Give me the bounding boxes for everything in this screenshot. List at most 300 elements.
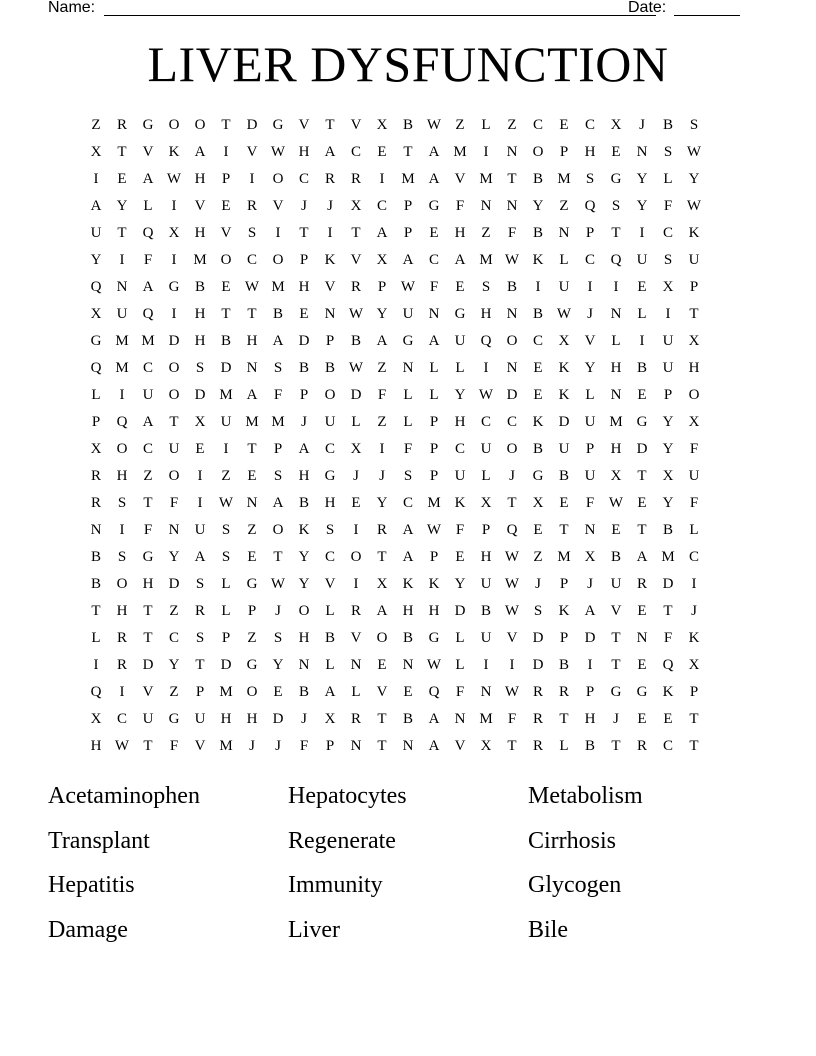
grid-letter: A xyxy=(376,333,388,349)
grid-letter: D xyxy=(558,414,570,430)
grid-letter: V xyxy=(324,576,336,592)
grid-letter: X xyxy=(324,711,336,727)
grid-letter: W xyxy=(504,576,520,592)
grid-letter: Y xyxy=(168,549,180,565)
grid-letter: T xyxy=(403,144,413,160)
grid-letter: E xyxy=(117,171,127,187)
grid-letter: T xyxy=(221,117,231,133)
grid-letter: R xyxy=(116,117,127,133)
grid-letter: K xyxy=(532,414,544,430)
grid-row xyxy=(83,328,733,355)
grid-letter: A xyxy=(402,252,414,268)
grid-letter: V xyxy=(350,117,362,133)
grid-letter: M xyxy=(245,414,259,430)
grid-letter: W xyxy=(400,279,416,295)
grid-letter: I xyxy=(353,576,359,592)
grid-letter: Y xyxy=(116,198,128,214)
grid-row xyxy=(83,355,733,382)
grid-letter: Y xyxy=(454,576,466,592)
word-list-item: Regenerate xyxy=(288,827,396,854)
grid-letter: U xyxy=(220,414,232,430)
grid-letter: T xyxy=(637,468,647,484)
grid-row xyxy=(83,625,733,652)
grid-letter: W xyxy=(686,198,702,214)
grid-letter: A xyxy=(428,144,440,160)
grid-letter: F xyxy=(169,738,179,754)
grid-letter: S xyxy=(221,522,231,538)
page-title: LIVER DYSFUNCTION xyxy=(147,36,669,92)
grid-letter: J xyxy=(613,711,619,727)
grid-letter: T xyxy=(507,495,517,511)
grid-letter: F xyxy=(689,441,699,457)
grid-letter: F xyxy=(143,522,153,538)
grid-letter: L xyxy=(611,333,621,349)
grid-letter: N xyxy=(506,198,518,214)
grid-letter: M xyxy=(219,387,233,403)
grid-letter: T xyxy=(325,117,335,133)
grid-letter: W xyxy=(348,306,364,322)
grid-letter: Y xyxy=(168,657,180,673)
grid-letter: L xyxy=(403,387,413,403)
grid-letter: Z xyxy=(377,414,387,430)
grid-letter: U xyxy=(454,333,466,349)
grid-letter: H xyxy=(480,549,492,565)
grid-letter: Q xyxy=(506,522,518,538)
word-list-item: Cirrhosis xyxy=(528,827,617,854)
grid-letter: T xyxy=(663,603,673,619)
grid-letter: T xyxy=(637,522,647,538)
grid-letter: M xyxy=(479,252,493,268)
grid-letter: X xyxy=(376,117,388,133)
grid-letter: N xyxy=(480,684,492,700)
grid-letter: W xyxy=(426,522,442,538)
grid-letter: W xyxy=(504,684,520,700)
grid-letter: G xyxy=(90,333,102,349)
grid-letter: T xyxy=(169,414,179,430)
grid-letter: C xyxy=(142,441,153,457)
grid-letter: W xyxy=(348,360,364,376)
grid-letter: J xyxy=(301,414,307,430)
grid-row xyxy=(83,679,733,706)
grid-letter: E xyxy=(611,522,621,538)
grid-letter: T xyxy=(507,738,517,754)
grid-letter: E xyxy=(559,495,569,511)
grid-letter: G xyxy=(428,630,440,646)
grid-letter: U xyxy=(168,441,180,457)
grid-letter: A xyxy=(428,711,440,727)
grid-letter: O xyxy=(506,441,518,457)
grid-letter: B xyxy=(324,630,335,646)
grid-letter: C xyxy=(376,198,387,214)
grid-letter: Y xyxy=(272,657,284,673)
grid-letter: H xyxy=(480,306,492,322)
grid-letter: P xyxy=(299,252,309,268)
grid-letter: I xyxy=(119,684,125,700)
grid-letter: O xyxy=(168,117,180,133)
grid-letter: U xyxy=(636,252,648,268)
grid-letter: D xyxy=(246,117,258,133)
grid-letter: V xyxy=(506,630,518,646)
date-label: Date: xyxy=(628,0,667,16)
grid-letter: M xyxy=(271,414,285,430)
grid-letter: N xyxy=(246,495,258,511)
grid-letter: S xyxy=(221,549,231,565)
grid-letter: L xyxy=(351,684,361,700)
grid-letter: H xyxy=(246,711,258,727)
grid-letter: C xyxy=(506,414,517,430)
grid-letter: V xyxy=(194,198,206,214)
grid-letter: B xyxy=(350,333,361,349)
grid-letter: P xyxy=(377,279,387,295)
grid-letter: E xyxy=(403,684,413,700)
grid-row xyxy=(83,139,733,166)
grid-letter: J xyxy=(691,603,697,619)
grid-letter: L xyxy=(351,414,361,430)
grid-letter: T xyxy=(689,306,699,322)
grid-letter: B xyxy=(532,171,543,187)
grid-letter: H xyxy=(116,603,128,619)
grid-letter: I xyxy=(483,657,489,673)
grid-letter: L xyxy=(429,360,439,376)
grid-letter: E xyxy=(637,657,647,673)
grid-letter: Q xyxy=(584,198,596,214)
grid-letter: O xyxy=(168,387,180,403)
grid-letter: I xyxy=(639,225,645,241)
grid-letter: H xyxy=(298,468,310,484)
grid-letter: M xyxy=(219,684,233,700)
grid-letter: T xyxy=(299,225,309,241)
grid-letter: I xyxy=(171,198,177,214)
grid-letter: A xyxy=(402,549,414,565)
grid-row xyxy=(83,436,733,463)
grid-letter: N xyxy=(90,522,102,538)
grid-letter: C xyxy=(324,549,335,565)
grid-letter: B xyxy=(272,306,283,322)
grid-letter: B xyxy=(90,549,101,565)
grid-letter: U xyxy=(194,711,206,727)
grid-letter: U xyxy=(688,252,700,268)
grid-letter: H xyxy=(688,360,700,376)
grid-letter: I xyxy=(587,279,593,295)
grid-letter: B xyxy=(506,279,517,295)
grid-letter: G xyxy=(610,684,622,700)
grid-letter: U xyxy=(610,576,622,592)
grid-letter: W xyxy=(556,306,572,322)
grid-letter: T xyxy=(689,738,699,754)
grid-letter: N xyxy=(402,657,414,673)
grid-letter: U xyxy=(194,522,206,538)
grid-letter: W xyxy=(504,603,520,619)
grid-letter: E xyxy=(377,657,387,673)
grid-letter: C xyxy=(246,252,257,268)
grid-letter: G xyxy=(246,576,258,592)
grid-letter: O xyxy=(168,360,180,376)
grid-letter: F xyxy=(143,252,153,268)
grid-letter: P xyxy=(481,522,491,538)
grid-letter: X xyxy=(168,225,180,241)
grid-letter: S xyxy=(611,198,621,214)
grid-letter: N xyxy=(636,630,648,646)
grid-letter: E xyxy=(221,198,231,214)
grid-letter: H xyxy=(402,603,414,619)
grid-letter: K xyxy=(532,252,544,268)
grid-letter: V xyxy=(454,171,466,187)
grid-letter: C xyxy=(324,441,335,457)
grid-letter: E xyxy=(247,468,257,484)
grid-letter: Y xyxy=(662,495,674,511)
grid-letter: J xyxy=(275,603,281,619)
grid-letter: P xyxy=(429,414,439,430)
grid-letter: F xyxy=(455,684,465,700)
grid-letter: R xyxy=(376,522,387,538)
grid-letter: U xyxy=(584,468,596,484)
grid-letter: C xyxy=(402,495,413,511)
grid-letter: T xyxy=(117,144,127,160)
grid-letter: Y xyxy=(90,252,102,268)
grid-letter: G xyxy=(142,117,154,133)
grid-letter: O xyxy=(246,684,258,700)
grid-letter: L xyxy=(91,387,101,403)
grid-letter: K xyxy=(428,576,440,592)
grid-letter: X xyxy=(584,549,596,565)
grid-letter: N xyxy=(350,738,362,754)
grid-letter: F xyxy=(429,279,439,295)
grid-letter: M xyxy=(479,171,493,187)
grid-letter: H xyxy=(584,711,596,727)
grid-letter: X xyxy=(480,738,492,754)
grid-letter: L xyxy=(429,387,439,403)
grid-letter: L xyxy=(559,252,569,268)
grid-letter: A xyxy=(90,198,102,214)
grid-letter: A xyxy=(272,495,284,511)
grid-letter: M xyxy=(427,495,441,511)
grid-letter: C xyxy=(350,144,361,160)
grid-letter: D xyxy=(532,630,544,646)
word-list-item: Damage xyxy=(48,916,128,943)
grid-letter: E xyxy=(273,684,283,700)
grid-letter: C xyxy=(532,333,543,349)
grid-letter: X xyxy=(480,495,492,511)
grid-letter: L xyxy=(143,198,153,214)
grid-letter: G xyxy=(610,171,622,187)
grid-letter: E xyxy=(559,117,569,133)
grid-letter: X xyxy=(90,711,102,727)
grid-letter: B xyxy=(532,441,543,457)
grid-letter: S xyxy=(273,360,283,376)
grid-letter: K xyxy=(558,603,570,619)
grid-letter: C xyxy=(142,360,153,376)
grid-letter: P xyxy=(325,333,335,349)
grid-letter: G xyxy=(168,279,180,295)
grid-letter: H xyxy=(298,630,310,646)
grid-letter: Q xyxy=(116,414,128,430)
grid-letter: L xyxy=(455,630,465,646)
grid-letter: B xyxy=(480,603,491,619)
grid-letter: X xyxy=(376,252,388,268)
grid-letter: D xyxy=(454,603,466,619)
grid-letter: R xyxy=(90,495,101,511)
grid-letter: N xyxy=(116,279,128,295)
grid-letter: L xyxy=(637,306,647,322)
grid-letter: U xyxy=(558,279,570,295)
grid-letter: J xyxy=(587,576,593,592)
grid-letter: U xyxy=(480,441,492,457)
grid-letter: S xyxy=(689,117,699,133)
grid-letter: H xyxy=(194,306,206,322)
grid-letter: U xyxy=(90,225,102,241)
grid-letter: K xyxy=(402,576,414,592)
grid-letter: I xyxy=(223,441,229,457)
grid-letter: G xyxy=(428,198,440,214)
grid-letter: H xyxy=(610,360,622,376)
grid-letter: N xyxy=(428,306,440,322)
word-list-item: Metabolism xyxy=(528,783,643,809)
grid-letter: R xyxy=(116,630,127,646)
grid-letter: H xyxy=(610,441,622,457)
grid-letter: A xyxy=(428,171,440,187)
grid-letter: Y xyxy=(298,576,310,592)
grid-letter: A xyxy=(142,171,154,187)
grid-letter: M xyxy=(661,549,675,565)
grid-letter: I xyxy=(379,171,385,187)
grid-letter: I xyxy=(93,657,99,673)
grid-letter: W xyxy=(504,549,520,565)
grid-letter: Q xyxy=(90,684,102,700)
word-list-item: Liver xyxy=(288,916,340,943)
grid-letter: N xyxy=(636,144,648,160)
grid-letter: E xyxy=(455,279,465,295)
grid-letter: H xyxy=(584,144,596,160)
grid-letter: A xyxy=(194,549,206,565)
grid-letter: R xyxy=(116,657,127,673)
grid-letter: T xyxy=(143,630,153,646)
grid-letter: J xyxy=(587,306,593,322)
grid-letter: P xyxy=(429,549,439,565)
grid-letter: X xyxy=(688,657,700,673)
grid-letter: E xyxy=(351,495,361,511)
grid-letter: T xyxy=(117,225,127,241)
grid-letter: J xyxy=(509,468,515,484)
grid-letter: D xyxy=(168,576,180,592)
grid-letter: W xyxy=(426,657,442,673)
grid-letter: A xyxy=(376,225,388,241)
grid-letter: O xyxy=(506,333,518,349)
grid-letter: U xyxy=(480,630,492,646)
grid-letter: B xyxy=(636,360,647,376)
grid-letter: A xyxy=(142,414,154,430)
grid-letter: B xyxy=(532,225,543,241)
grid-letter: G xyxy=(636,684,648,700)
grid-letter: E xyxy=(637,387,647,403)
grid-row xyxy=(83,409,733,436)
grid-letter: T xyxy=(247,441,257,457)
grid-letter: E xyxy=(533,387,543,403)
grid-letter: V xyxy=(272,198,284,214)
grid-letter: X xyxy=(610,468,622,484)
grid-letter: B xyxy=(90,576,101,592)
grid-letter: N xyxy=(506,306,518,322)
grid-letter: T xyxy=(377,738,387,754)
grid-letter: I xyxy=(483,360,489,376)
grid-letter: N xyxy=(610,387,622,403)
grid-letter: Z xyxy=(533,549,543,565)
grid-letter: G xyxy=(168,711,180,727)
grid-letter: U xyxy=(662,333,674,349)
word-list-item: Immunity xyxy=(288,872,383,898)
grid-letter: P xyxy=(299,387,309,403)
grid-row xyxy=(83,598,733,625)
grid-letter: H xyxy=(298,144,310,160)
grid-letter: K xyxy=(298,522,310,538)
grid-letter: G xyxy=(272,117,284,133)
grid-letter: P xyxy=(403,225,413,241)
grid-letter: H xyxy=(324,495,336,511)
grid-letter: V xyxy=(584,333,596,349)
grid-letter: U xyxy=(324,414,336,430)
grid-row xyxy=(83,112,733,139)
grid-letter: E xyxy=(637,711,647,727)
grid-letter: T xyxy=(143,603,153,619)
grid-row xyxy=(83,733,733,760)
grid-letter: H xyxy=(298,279,310,295)
grid-letter: E xyxy=(637,495,647,511)
grid-letter: N xyxy=(558,225,570,241)
grid-letter: O xyxy=(688,387,700,403)
grid-letter: Q xyxy=(90,360,102,376)
grid-letter: S xyxy=(663,144,673,160)
grid-letter: W xyxy=(218,495,234,511)
grid-letter: K xyxy=(558,360,570,376)
grid-letter: Z xyxy=(455,117,465,133)
grid-letter: C xyxy=(480,414,491,430)
grid-letter: M xyxy=(609,414,623,430)
word-list xyxy=(48,780,768,958)
grid-letter: C xyxy=(168,630,179,646)
grid-letter: V xyxy=(194,738,206,754)
grid-letter: P xyxy=(429,441,439,457)
grid-letter: S xyxy=(663,252,673,268)
grid-letter: I xyxy=(249,171,255,187)
grid-letter: Y xyxy=(376,495,388,511)
grid-letter: I xyxy=(613,279,619,295)
grid-row xyxy=(83,652,733,679)
grid-letter: T xyxy=(273,549,283,565)
grid-letter: X xyxy=(688,414,700,430)
grid-letter: Y xyxy=(376,306,388,322)
grid-letter: I xyxy=(93,171,99,187)
grid-letter: O xyxy=(116,576,128,592)
grid-letter: M xyxy=(453,144,467,160)
grid-letter: S xyxy=(247,225,257,241)
grid-letter: O xyxy=(272,522,284,538)
grid-letter: Z xyxy=(507,117,517,133)
grid-letter: O xyxy=(220,252,232,268)
grid-letter: F xyxy=(507,711,517,727)
grid-letter: R xyxy=(90,468,101,484)
grid-letter: T xyxy=(559,711,569,727)
grid-letter: A xyxy=(402,522,414,538)
grid-letter: V xyxy=(298,117,310,133)
word-list-item: Bile xyxy=(528,916,568,943)
grid-letter: W xyxy=(244,279,260,295)
grid-letter: J xyxy=(301,198,307,214)
grid-letter: T xyxy=(91,603,101,619)
grid-letter: V xyxy=(220,225,232,241)
grid-letter: V xyxy=(246,144,258,160)
grid-letter: E xyxy=(637,603,647,619)
grid-letter: P xyxy=(689,684,699,700)
grid-letter: I xyxy=(171,306,177,322)
